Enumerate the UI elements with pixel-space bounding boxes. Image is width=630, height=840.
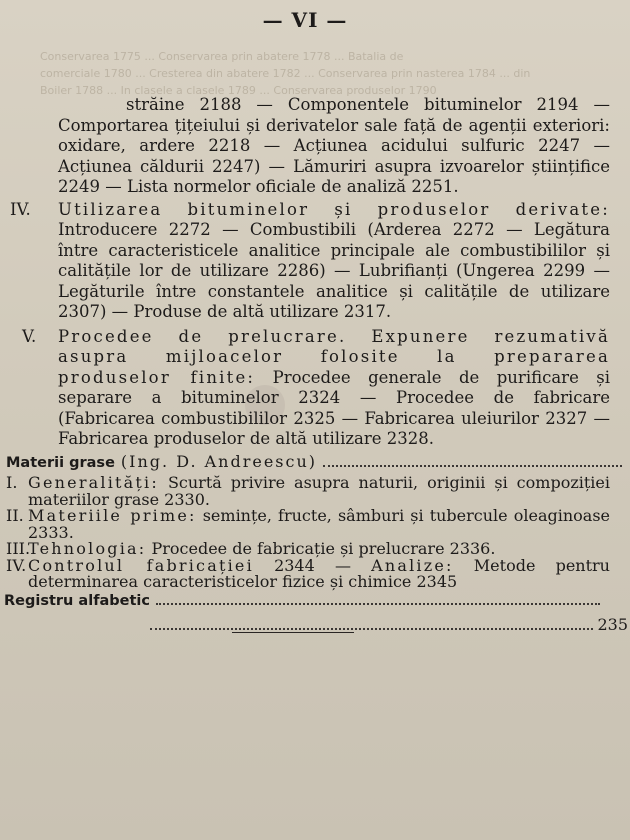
table-of-contents [0,95,630,636]
subsection-heading-2: Analize: [371,555,454,575]
dot-leader [156,603,600,605]
subsection-text: Procedee de fabricație și prelucrare 2336. [146,539,496,558]
toc-entry-iv [10,200,610,323]
subsection-heading: Materiile prime: [28,506,197,525]
section-author: (Ing. D. Andreescu) [120,451,318,471]
section-materii-grase [6,452,626,474]
subsection-ii [6,508,610,541]
toc-entry-iii-continuation [10,95,610,198]
dot-leader [323,465,622,467]
toc-entry-v [10,327,610,450]
subsection-heading: Generalități: [28,473,159,492]
entry-heading: Utilizarea bituminelor și produselor derivate: [58,199,610,219]
subsection-text: Scurtă privire asupra naturii, originii și compoziției materiilor grase 2330. [28,473,610,509]
subsection-number: I. [6,473,18,492]
subsection-number: II. [6,506,24,525]
section-title: Materii grase [6,454,115,471]
entry-number: V. [22,326,37,346]
entry-text: străine 2188 — Componentele bituminelor 2194 — Comportarea țițeiului și derivatelor sale față de agenții exteriori: oxidare, ardere 2218 — Acțiunea acidului sulfuric 2247 — Acțiunea căldurii 2247) — Lămuriri asupra izvoarelor științifice 2249 — Lista normelor oficiale de analiză 2251. [58,95,610,196]
subsection-text-2: Metode pentru determinarea caracteristicelor fizice și chimice 2345 [28,555,610,591]
bleed-line: Boiler 1788 ... In clasele a clasele 1789 ... Conservarea produselor 1790 [40,84,437,97]
index-entry [4,591,604,612]
subsection-heading: Tehnologia: [28,539,147,558]
entry-heading: Procedee de prelucrare. Expunere rezumativă asupra mijloacelor folosite la prepararea produselor finite: [58,326,610,387]
page-number: — VI — [262,8,348,32]
dot-leader [150,628,593,630]
subsection-number: IV. [6,555,27,575]
index-page-number: 235 [597,615,628,634]
divider-rule [232,632,354,633]
index-title: Registru alfabetic [4,592,150,609]
bleed-line: Conservarea 1775 ... Conservarea prin abatere 1778 ... Batalia de [40,50,404,63]
entry-text: Procedee generale de purificare și separare a bituminelor 2324 — Procedee de fabricare (Fabricarea combustibililor 2325 — Fabricarea uleiurilor 2327 — Fabricarea produselor de altă utilizare 2328. [58,367,611,448]
entry-number: IV. [10,199,31,219]
subsection-heading: Controlul fabricației [28,555,254,575]
entry-text: Introducere 2272 — Combustibili (Arderea 2272 — Legătura între caracteristicele analitice principale ale combustibililor și calitățile lor de utilizare 2286) — Lubrifianți (Ungerea 2299 — Legăturile între constantele analitice și calitățile de utilizare 2307) — Produse de altă utilizare 2317. [58,220,610,321]
subsection-text: 2344 — [253,555,372,575]
subsection-i [6,475,610,508]
subsection-text: semințe, fructe, sâmburi și tubercule oleaginoase 2333. [28,506,610,542]
subsection-iv [6,555,610,591]
subsection-number: III. [6,539,31,558]
bleed-line: comerciale 1780 ... Cresterea din abatere 1782 ... Conservarea prin nasterea 1784 ... din [40,67,531,80]
